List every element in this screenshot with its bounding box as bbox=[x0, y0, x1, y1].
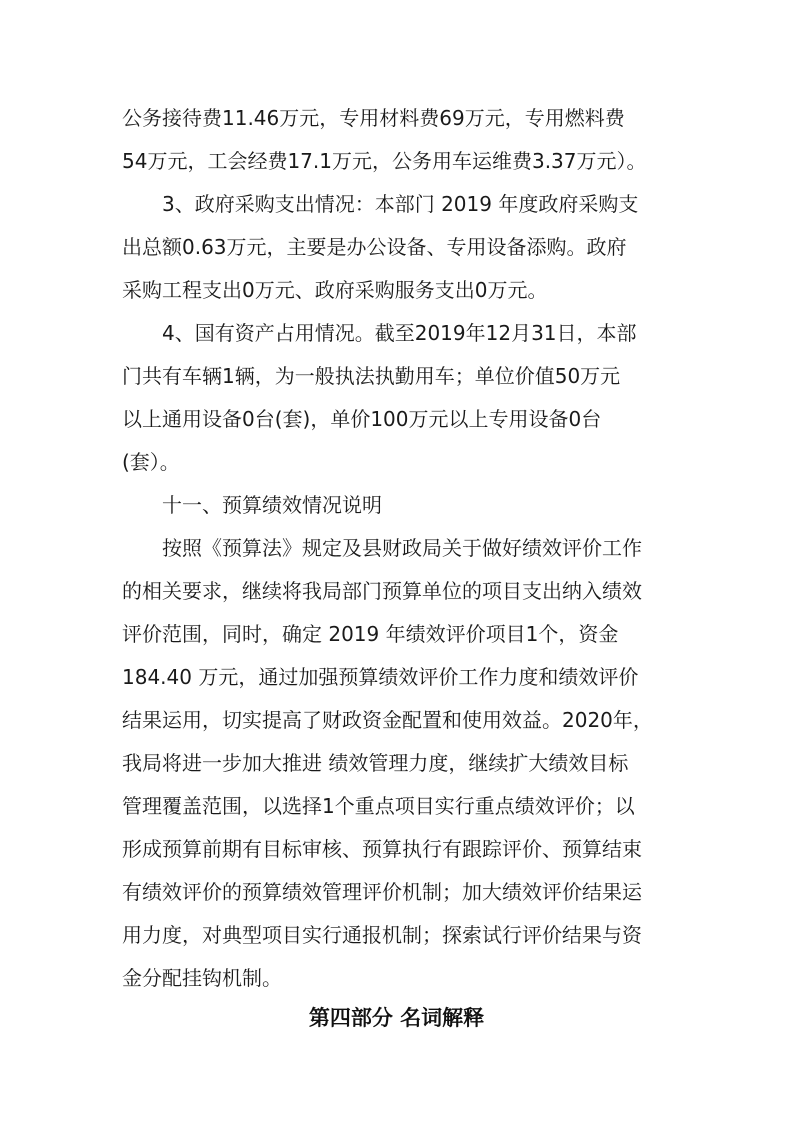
paragraph-line bbox=[0, 189, 793, 219]
paragraph-line bbox=[0, 619, 793, 649]
section-heading: 第四部分 名词解释 bbox=[308, 1006, 485, 1030]
line-text: 3、政府采购支出情况：本部门 2019 年度政府采购支 bbox=[162, 192, 639, 216]
paragraph-line bbox=[0, 834, 793, 864]
line-text: 门共有车辆1辆，为一般执法执勤用车；单位价值50万元 bbox=[122, 364, 621, 388]
line-text: 采购工程支出0万元、政府采购服务支出0万元。 bbox=[122, 278, 548, 302]
line-text: 评价范围，同时，确定 2019 年绩效评价项目1个，资金 bbox=[122, 622, 619, 646]
paragraph-line bbox=[0, 404, 793, 434]
line-text: 管理覆盖范围，以选择1个重点项目实行重点绩效评价；以 bbox=[122, 794, 635, 818]
line-text: 以上通用设备0台(套)，单价100万元以上专用设备0台 bbox=[122, 407, 602, 431]
line-text: 金分配挂钩机制。 bbox=[122, 966, 282, 990]
line-text: (套）。 bbox=[122, 450, 180, 474]
line-text: 形成预算前期有目标审核、预算执行有跟踪评价、预算结束 bbox=[122, 837, 642, 861]
line-text: 按照《预算法》规定及县财政局关于做好绩效评价工作 bbox=[162, 536, 642, 560]
line-text: 4、国有资产占用情况。截至2019年12月31日，本部 bbox=[162, 321, 637, 345]
paragraph-line bbox=[0, 748, 793, 778]
line-text: 十一、预算绩效情况说明 bbox=[162, 493, 382, 517]
paragraph-line bbox=[0, 447, 793, 477]
paragraph-line bbox=[0, 361, 793, 391]
paragraph-line bbox=[0, 576, 793, 606]
paragraph-line bbox=[0, 705, 793, 735]
line-text: 公务接待费11.46万元，专用材料费69万元，专用燃料费 bbox=[122, 106, 625, 130]
paragraph-line bbox=[0, 877, 793, 907]
section-subheading bbox=[0, 490, 793, 520]
line-text: 出总额0.63万元，主要是办公设备、专用设备添购。政府 bbox=[122, 235, 627, 259]
paragraph-line bbox=[0, 275, 793, 305]
paragraph-line bbox=[0, 232, 793, 262]
paragraph-line bbox=[0, 533, 793, 563]
line-text: 我局将进一步加大推进 绩效管理力度，继续扩大绩效目标 bbox=[122, 751, 629, 775]
paragraph-line bbox=[0, 662, 793, 692]
paragraph-line bbox=[0, 963, 793, 993]
line-text: 结果运用，切实提高了财政资金配置和使用效益。2020年， bbox=[122, 708, 653, 732]
paragraph-line bbox=[0, 318, 793, 348]
line-text: 用力度，对典型项目实行通报机制；探索试行评价结果与资 bbox=[122, 923, 642, 947]
line-text: 的相关要求，继续将我局部门预算单位的项目支出纳入绩效 bbox=[122, 579, 642, 603]
line-text: 184.40 万元，通过加强预算绩效评价工作力度和绩效评价 bbox=[122, 665, 639, 689]
paragraph-line bbox=[0, 146, 793, 176]
paragraph-line bbox=[0, 920, 793, 950]
paragraph-line bbox=[0, 103, 793, 133]
line-text: 54万元，工会经费17.1万元，公务用车运维费3.37万元）。 bbox=[122, 149, 647, 173]
paragraph-line bbox=[0, 791, 793, 821]
line-text: 有绩效评价的预算绩效管理评价机制；加大绩效评价结果运 bbox=[122, 880, 642, 904]
